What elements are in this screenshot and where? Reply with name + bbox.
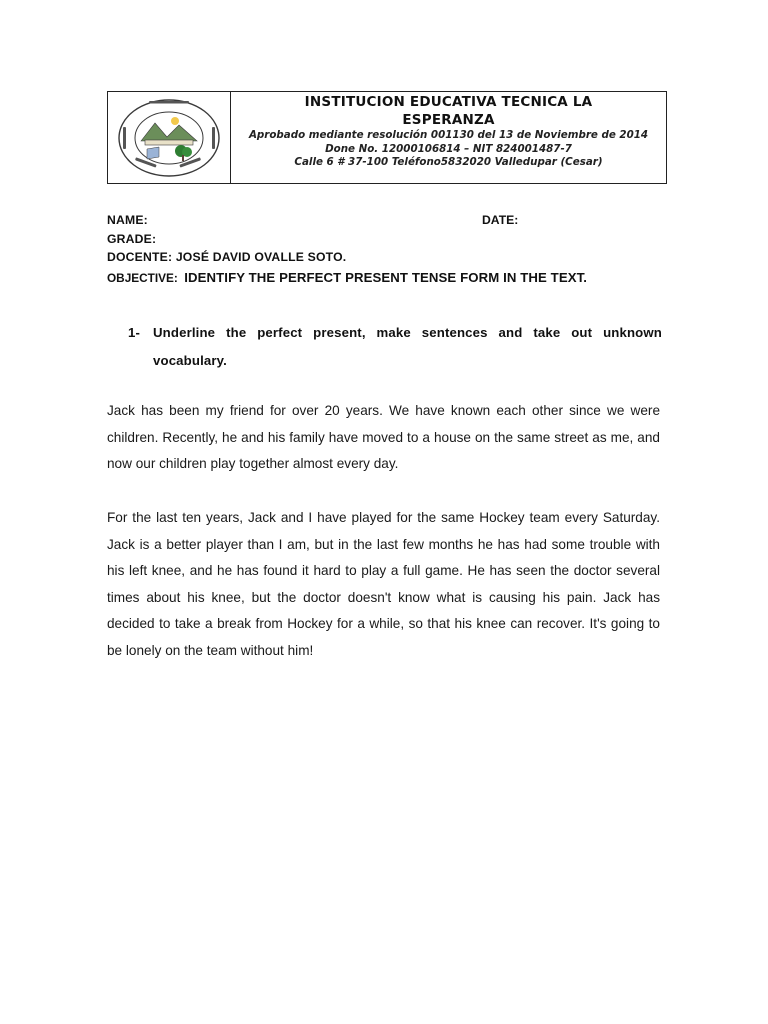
objective-line: [107, 269, 587, 287]
exercise-instruction: [128, 319, 662, 375]
reading-paragraph: Jack has been my friend for over 20 years. We have known each other since we were children. Recently, he and his family have moved to a house on the same street as me, and now our children play together almost every day.: [107, 403, 660, 472]
objective-label: OBJECTIVE:: [107, 271, 178, 285]
address-line: Calle 6 # 37-100 Teléfono5832020 Valledupar (Cesar): [294, 156, 603, 168]
objective-text: IDENTIFY THE PERFECT PRESENT TENSE FORM IN THE TEXT.: [184, 270, 588, 285]
grade-label: GRADE:: [107, 232, 157, 246]
docente-line: DOCENTE: JOSÉ DAVID OVALLE SOTO.: [107, 250, 347, 264]
ids-line: Done No. 12000106814 – NIT 824001487-7: [325, 142, 572, 155]
date-label: DATE:: [482, 213, 519, 227]
reading-paragraph: For the last ten years, Jack and I have played for the same Hockey team every Saturday. Jack is a better player than I am, but in the last few months he has had some trouble with his left knee, and he has found it hard to play a full game. He has seen the doctor several times about his knee, but the doctor doesn't know what is causing his pain. Jack has decided to take a break from Hockey for a while, so that his knee can recover. It's going to be lonely on the team without him!: [107, 510, 660, 658]
school-name-line2: ESPERANZA: [402, 112, 495, 128]
school-crest-icon: [115, 97, 223, 179]
exercise-number: 1-: [128, 325, 141, 340]
school-header: [107, 91, 667, 184]
logo-cell: [108, 92, 231, 183]
school-name-line1: INSTITUCION EDUCATIVA TECNICA LA: [304, 94, 593, 110]
school-info: [231, 92, 666, 183]
approval-line: Aprobado mediante resolución 001130 del 13 de Noviembre de 2014: [248, 129, 649, 141]
name-label: NAME:: [107, 213, 148, 227]
exercise-text: Underline the perfect present, make sentences and take out unknown vocabulary.: [153, 325, 662, 368]
